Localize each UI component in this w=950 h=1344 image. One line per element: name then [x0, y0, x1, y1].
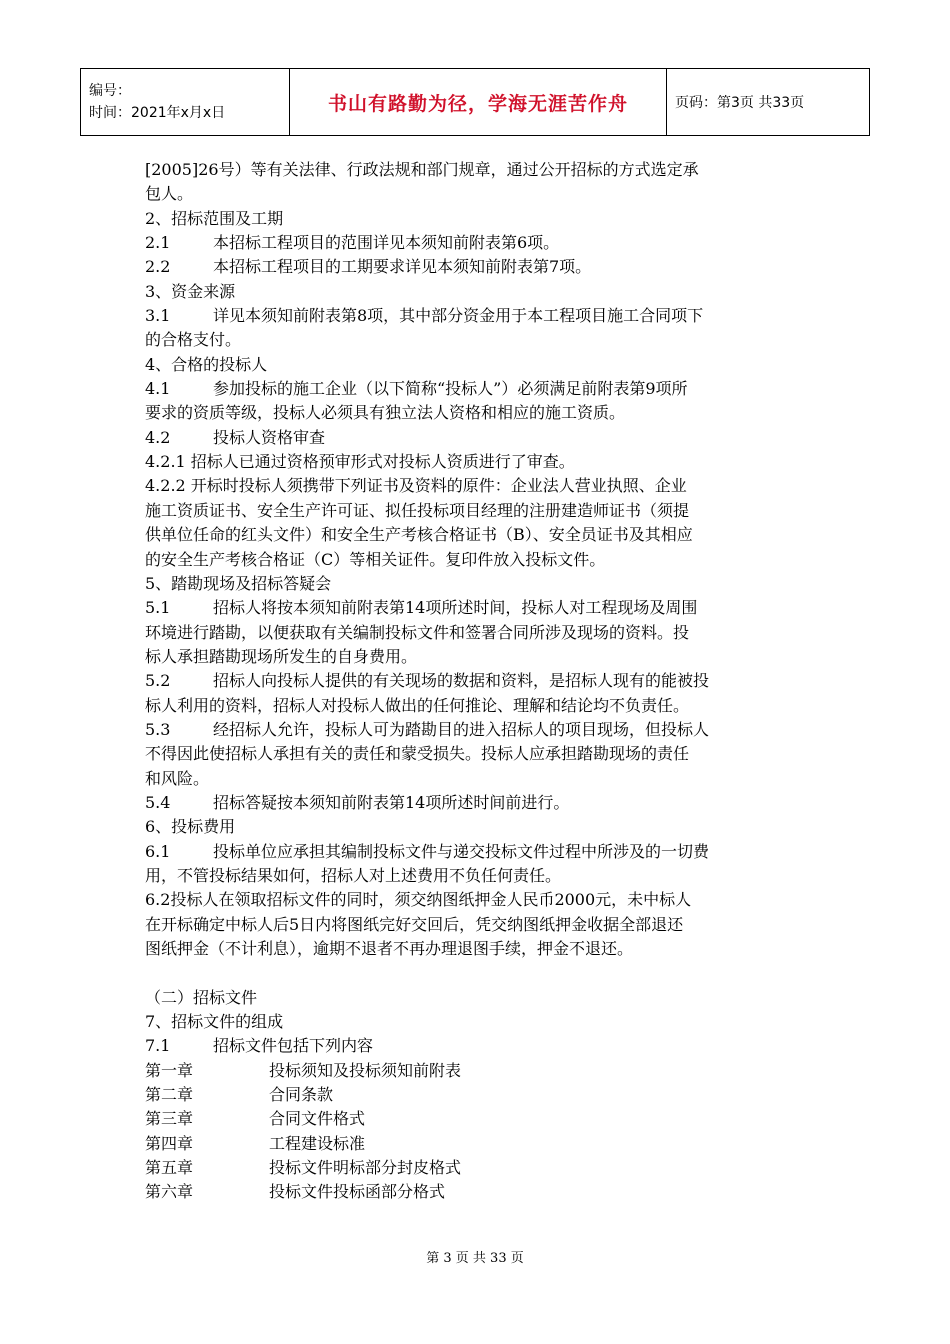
page-header: [80, 68, 870, 136]
paragraph-line: 和风险。: [145, 768, 210, 788]
page-footer: 第 3 页 共 33 页: [426, 1251, 524, 1266]
paragraph-line: 在开标确定中标人后5日内将图纸完好交回后，凭交纳图纸押金收据全部退还: [145, 914, 684, 934]
clause-text: 投标单位应承担其编制投标文件与递交投标文件过程中所涉及的一切费: [213, 841, 710, 861]
document-body: [145, 158, 810, 1205]
paragraph-line: 用，不管投标结果如何，招标人对上述费用不负任何责任。: [145, 865, 562, 885]
paragraph-line: 6.2投标人在领取招标文件的同时，须交纳图纸押金人民币2000元，未中标人: [145, 890, 692, 910]
clause-line: [145, 840, 810, 864]
clause-number: 4.1: [145, 379, 171, 399]
header-page-info: 页码：第3页 共33页: [667, 69, 870, 136]
clause-line: [145, 1034, 810, 1058]
paragraph-line: 要求的资质等级，投标人必须具有独立法人资格和相应的施工资质。: [145, 403, 626, 423]
section-heading: 2、招标范围及工期: [145, 208, 284, 228]
chapter-title: 投标文件投标函部分格式: [269, 1182, 446, 1202]
clause-number: 5.1: [145, 598, 171, 618]
paragraph-line: [2005]26号）等有关法律、行政法规和部门规章，通过公开招标的方式选定承: [145, 160, 699, 179]
clause-number: 5.2: [145, 671, 171, 691]
paragraph-line: 4.2.1 招标人已通过资格预审形式对投标人资质进行了审查。: [145, 452, 575, 472]
clause-line: [145, 718, 810, 742]
section-heading: 3、资金来源: [145, 281, 236, 301]
chapter-number: 第一章: [145, 1060, 194, 1080]
clause-text: 招标人将按本须知前附表第14项所述时间，投标人对工程现场及周围: [213, 598, 698, 618]
clause-number: 2.1: [145, 233, 171, 253]
document-date: 时间：2021年x月x日: [89, 105, 226, 121]
section-heading: 5、踏勘现场及招标答疑会: [145, 573, 332, 593]
section-heading: 4、合格的投标人: [145, 354, 268, 374]
chapter-title: 工程建设标准: [269, 1133, 366, 1153]
clause-text: 招标答疑按本须知前附表第14项所述时间前进行。: [213, 792, 570, 812]
chapter-entry: [145, 1083, 810, 1107]
clause-line: [145, 791, 810, 815]
paragraph-line: 不得因此使招标人承担有关的责任和蒙受损失。投标人应承担踏勘现场的责任: [145, 744, 690, 764]
clause-text: 招标文件包括下列内容: [213, 1036, 374, 1056]
chapter-title: 合同文件格式: [269, 1109, 366, 1129]
clause-number: 6.1: [145, 841, 171, 861]
paragraph-line: 的安全生产考核合格证（C）等相关证件。复印件放入投标文件。: [145, 549, 606, 569]
chapter-entry: [145, 1059, 810, 1083]
header-motto: 书山有路勤为径，学海无涯苦作舟: [290, 69, 667, 136]
clause-text: 本招标工程项目的工期要求详见本须知前附表第7项。: [213, 257, 592, 277]
paragraph-line: 包人。: [145, 184, 194, 204]
paragraph-line: 4.2.2 开标时投标人须携带下列证书及资料的原件：企业法人营业执照、企业: [145, 476, 687, 496]
clause-text: 本招标工程项目的范围详见本须知前附表第6项。: [213, 233, 560, 253]
chapter-number: 第六章: [145, 1182, 194, 1202]
document-number-label: 编号：: [89, 83, 131, 99]
clause-line: [145, 231, 810, 255]
chapter-number: 第四章: [145, 1133, 194, 1153]
clause-line: [145, 596, 810, 620]
clause-number: 5.4: [145, 792, 171, 812]
clause-line: [145, 377, 810, 401]
paragraph-line: 的合格支付。: [145, 330, 242, 350]
clause-number: 4.2: [145, 427, 171, 447]
clause-text: 详见本须知前附表第8项，其中部分资金用于本工程项目施工合同项下: [213, 306, 704, 326]
chapter-number: 第三章: [145, 1109, 194, 1129]
chapter-title: 合同条款: [269, 1085, 334, 1105]
chapter-title: 投标文件明标部分封皮格式: [269, 1158, 462, 1178]
section-heading: 7、招标文件的组成: [145, 1012, 284, 1032]
clause-line: [145, 426, 810, 450]
clause-number: 2.2: [145, 257, 171, 277]
chapter-title: 投标须知及投标须知前附表: [269, 1060, 462, 1080]
clause-text: 参加投标的施工企业（以下简称“投标人”）必须满足前附表第9项所: [213, 379, 688, 399]
paragraph-line: 标人承担踏勘现场所发生的自身费用。: [145, 646, 418, 666]
section-heading: 6、投标费用: [145, 817, 236, 837]
paragraph-line: 标人利用的资料，招标人对投标人做出的任何推论、理解和结论均不负责任。: [145, 695, 690, 715]
paragraph-line: 环境进行踏勘，以便获取有关编制投标文件和签署合同所涉及现场的资料。投: [145, 622, 690, 642]
clause-line: [145, 669, 810, 693]
clause-number: 7.1: [145, 1036, 171, 1056]
chapter-entry: [145, 1180, 810, 1204]
header-meta-cell: [81, 69, 290, 136]
clause-text: 经招标人允许，投标人可为踏勘目的进入招标人的项目现场，但投标人: [213, 719, 710, 739]
clause-number: 3.1: [145, 306, 171, 326]
clause-text: 招标人向投标人提供的有关现场的数据和资料，是招标人现有的能被投: [213, 671, 710, 691]
chapter-entry: [145, 1107, 810, 1131]
chapter-entry: [145, 1156, 810, 1180]
part-heading: （二）招标文件: [145, 987, 258, 1007]
clause-line: [145, 255, 810, 279]
clause-line: [145, 304, 810, 328]
chapter-entry: [145, 1132, 810, 1156]
blank-line: [145, 961, 810, 985]
paragraph-line: 图纸押金（不计利息），逾期不退者不再办理退图手续，押金不退还。: [145, 939, 634, 958]
chapter-number: 第五章: [145, 1158, 194, 1178]
paragraph-line: 供单位任命的红头文件）和安全生产考核合格证书（B）、安全员证书及其相应: [145, 525, 693, 545]
clause-number: 5.3: [145, 719, 171, 739]
paragraph-line: 施工资质证书、安全生产许可证、拟任投标项目经理的注册建造师证书（须提: [145, 500, 690, 520]
chapter-number: 第二章: [145, 1085, 194, 1105]
clause-text: 投标人资格审查: [213, 427, 326, 447]
